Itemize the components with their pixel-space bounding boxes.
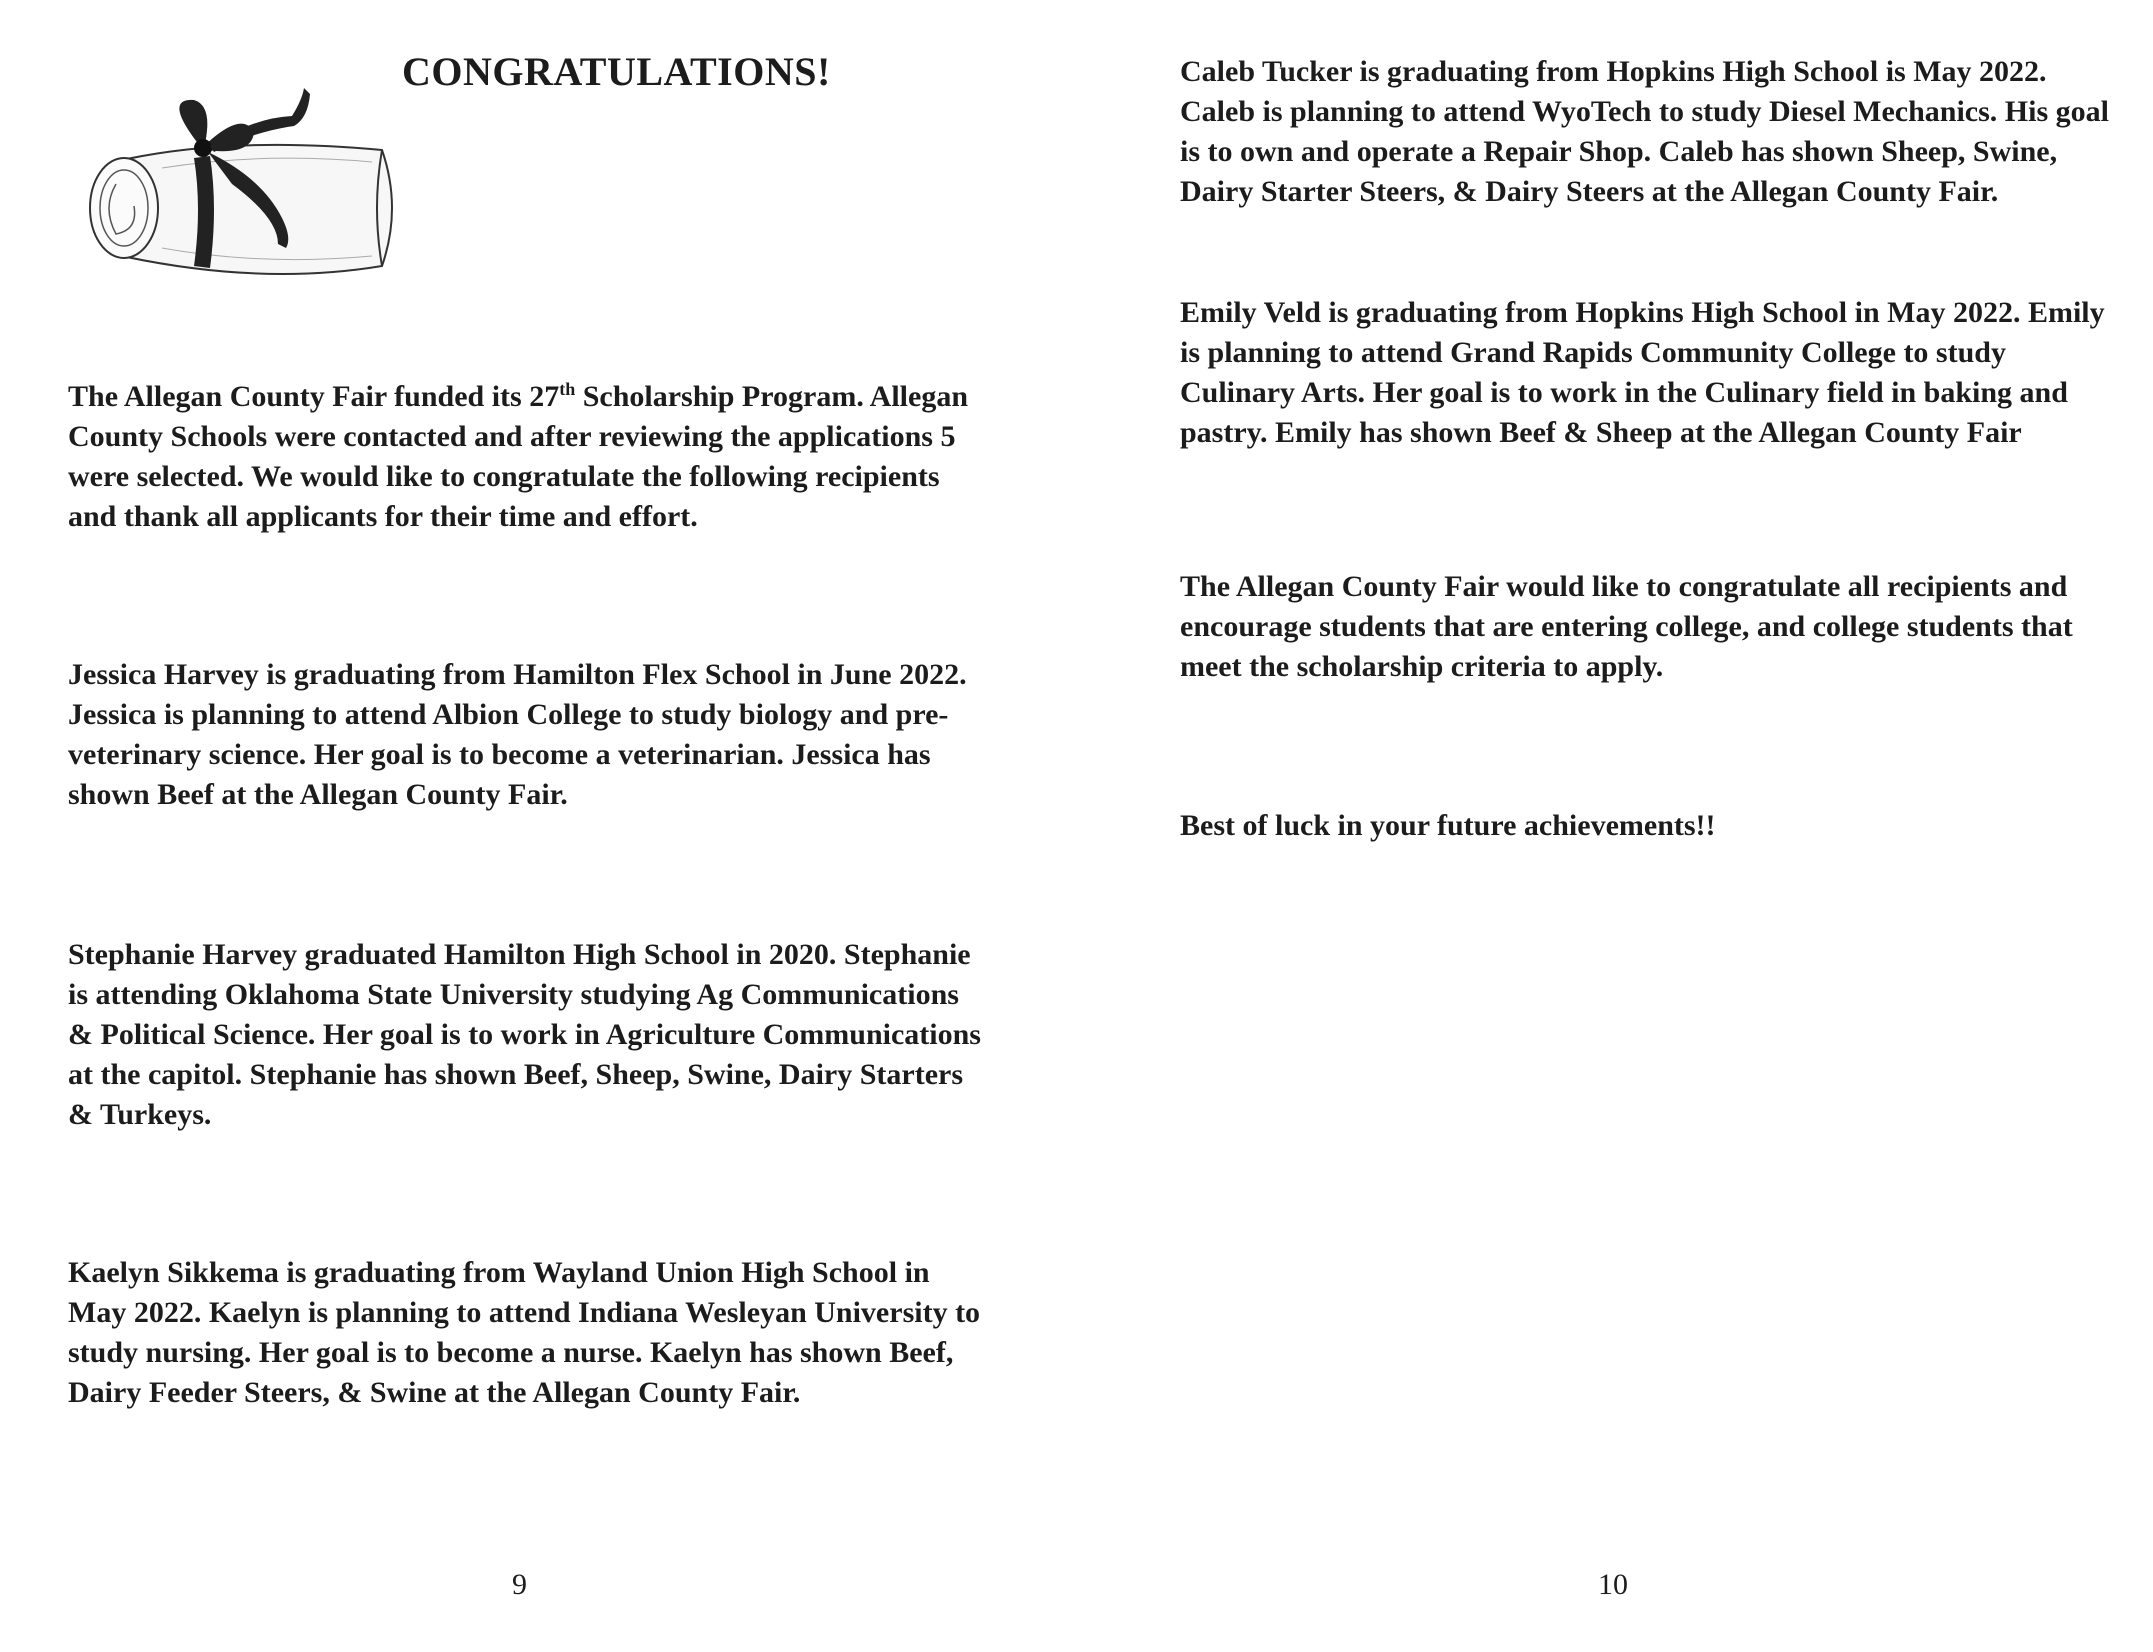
intro-paragraph: The Allegan County Fair funded its 27th Scholarship Program. Allegan County Schools were contacted and after reviewing the applications 5 were selected. We would like to congratulate the following recipients and thank all applicants for their time and effort. (68, 379, 969, 533)
right-page (1076, 0, 2153, 1652)
page-title: CONGRATULATIONS! (402, 49, 831, 94)
left-page (0, 0, 1076, 1652)
recipient-jessica-harvey: Jessica Harvey is graduating from Hamilton Flex School in June 2022. Jessica is planning to attend Albion College to study biology and pre-veterinary science. Her goal is to become a veterinarian. Jessica has shown Beef at the Allegan County Fair. (68, 658, 967, 811)
best-wishes-line: Best of luck in your future achievements!! (1180, 809, 1716, 842)
page-number-left: 9 (512, 1568, 527, 1601)
recipient-kaelyn-sikkema: Kaelyn Sikkema is graduating from Wayland Union High School in May 2022. Kaelyn is planning to attend Indiana Wesleyan University to study nursing. Her goal is to become a nurse. Kaelyn has shown Beef, Dairy Feeder Steers, & Swine at the Allegan County Fair. (68, 1256, 981, 1409)
closing-paragraph: The Allegan County Fair would like to congratulate all recipients and encourage students that are entering college, and college students that meet the scholarship criteria to apply. (1180, 570, 2073, 683)
recipient-emily-veld: Emily Veld is graduating from Hopkins High School in May 2022. Emily is planning to attend Grand Rapids Community College to study Culinary Arts. Her goal is to work in the Culinary field in baking and pastry. Emily has shown Beef & Sheep at the Allegan County Fair (1180, 296, 2105, 449)
page-number-right: 10 (1598, 1568, 1628, 1601)
recipient-stephanie-harvey: Stephanie Harvey graduated Hamilton High School in 2020. Stephanie is attending Oklahoma State University studying Ag Communications & Political Science. Her goal is to work in Agriculture Communications at the capitol. Stephanie has shown Beef, Sheep, Swine, Dairy Starters & Turkeys. (68, 938, 981, 1131)
diploma-scroll-icon (82, 88, 397, 298)
recipient-caleb-tucker: Caleb Tucker is graduating from Hopkins High School is May 2022. Caleb is planning to attend WyoTech to study Diesel Mechanics. His goal is to own and operate a Repair Shop. Caleb has shown Sheep, Swine, Dairy Starter Steers, & Dairy Steers at the Allegan County Fair. (1180, 55, 2109, 208)
